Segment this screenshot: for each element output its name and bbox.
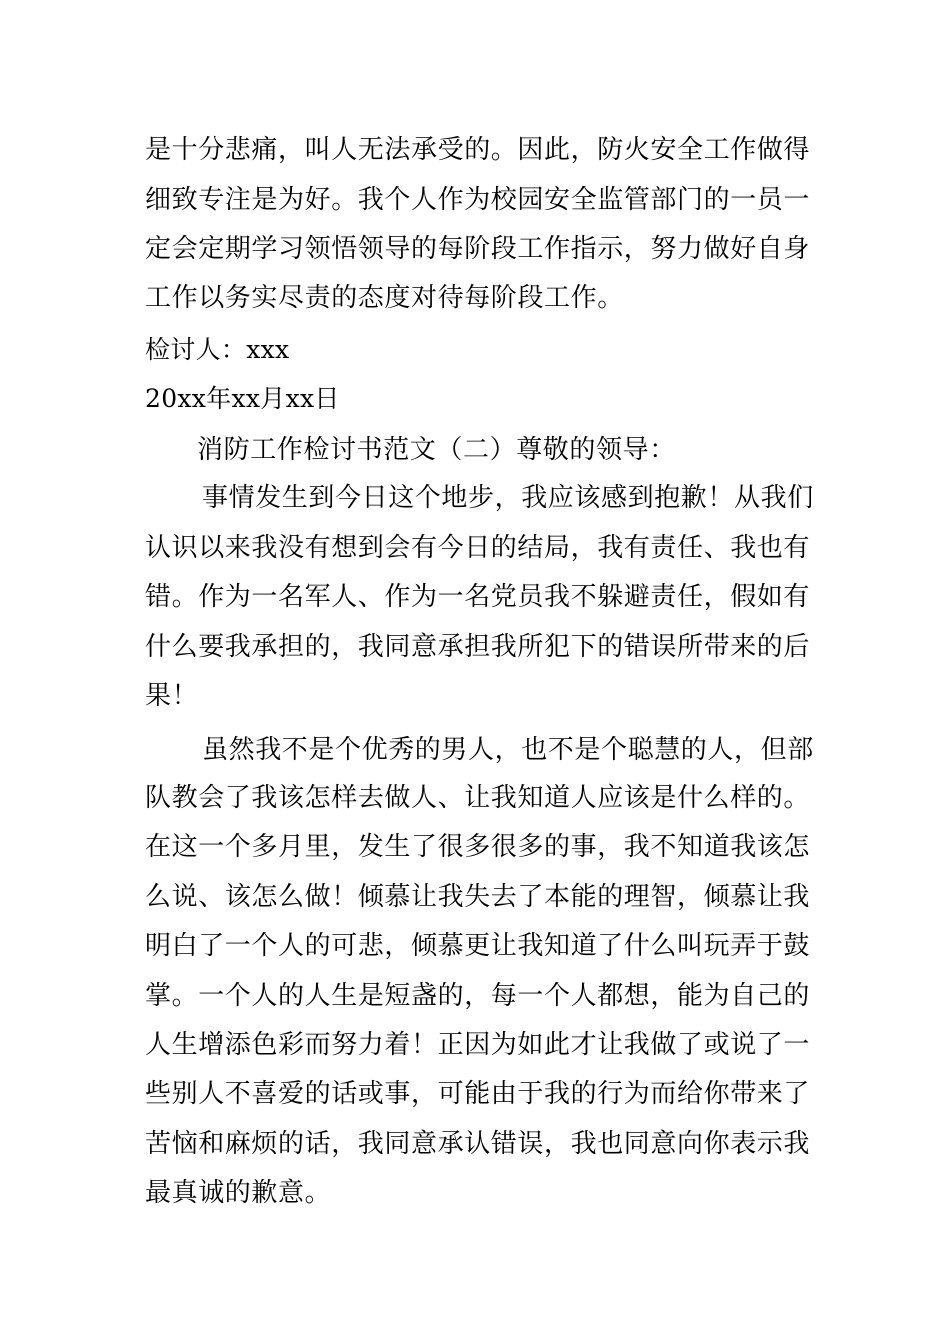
text-line: 认识以来我没有想到会有今日的结局，我有责任、我也有 — [145, 533, 811, 563]
text-line: 工作以务实尽责的态度对待每阶段工作。 — [145, 283, 624, 313]
text-line: 细致专注是为好。我个人作为校园安全监管部门的一员一 — [145, 185, 811, 215]
signature-line: 检讨人：xxx — [145, 335, 290, 364]
text-line: 事情发生到今日这个地步，我应该感到抱歉！从我们 — [202, 483, 814, 513]
text-line: 果！ — [145, 681, 199, 711]
text-line: 定会定期学习领悟领导的每阶段工作指示，努力做好自身 — [145, 234, 811, 264]
text-line: 是十分悲痛，叫人无法承受的。因此，防火安全工作做得 — [145, 135, 811, 165]
text-line: 明白了一个人的可悲，倾慕更让我知道了什么叫玩弄于鼓 — [145, 931, 811, 961]
section-heading: 消防工作检讨书范文（二）尊敬的领导： — [197, 435, 676, 465]
date-line: 20xx年xx月xx日 — [145, 384, 340, 413]
text-line: 掌。一个人的人生是短盏的，每一个人都想，能为自己的 — [145, 981, 811, 1011]
text-line: 苦恼和麻烦的话，我同意承认错误，我也同意向你表示我 — [145, 1129, 811, 1159]
text-line: 什么要我承担的，我同意承担我所犯下的错误所带来的后 — [145, 632, 811, 662]
text-line: 虽然我不是个优秀的男人，也不是个聪慧的人，但部 — [202, 735, 814, 765]
text-line: 人生增添色彩而努力着！正因为如此才让我做了或说了一 — [145, 1030, 811, 1060]
text-line: 些别人不喜爱的话或事，可能由于我的行为而给你带来了 — [145, 1079, 811, 1109]
text-line: 在这一个多月里，发生了很多很多的事，我不知道我该怎 — [145, 832, 811, 862]
text-line: 队教会了我该怎样去做人、让我知道人应该是什么样的。 — [145, 783, 811, 813]
text-line: 错。作为一名军人、作为一名党员我不躲避责任，假如有 — [145, 582, 811, 612]
text-line: 最真诚的歉意。 — [145, 1178, 332, 1208]
text-line: 么说、该怎么做！倾慕让我失去了本能的理智，倾慕让我 — [145, 882, 811, 912]
